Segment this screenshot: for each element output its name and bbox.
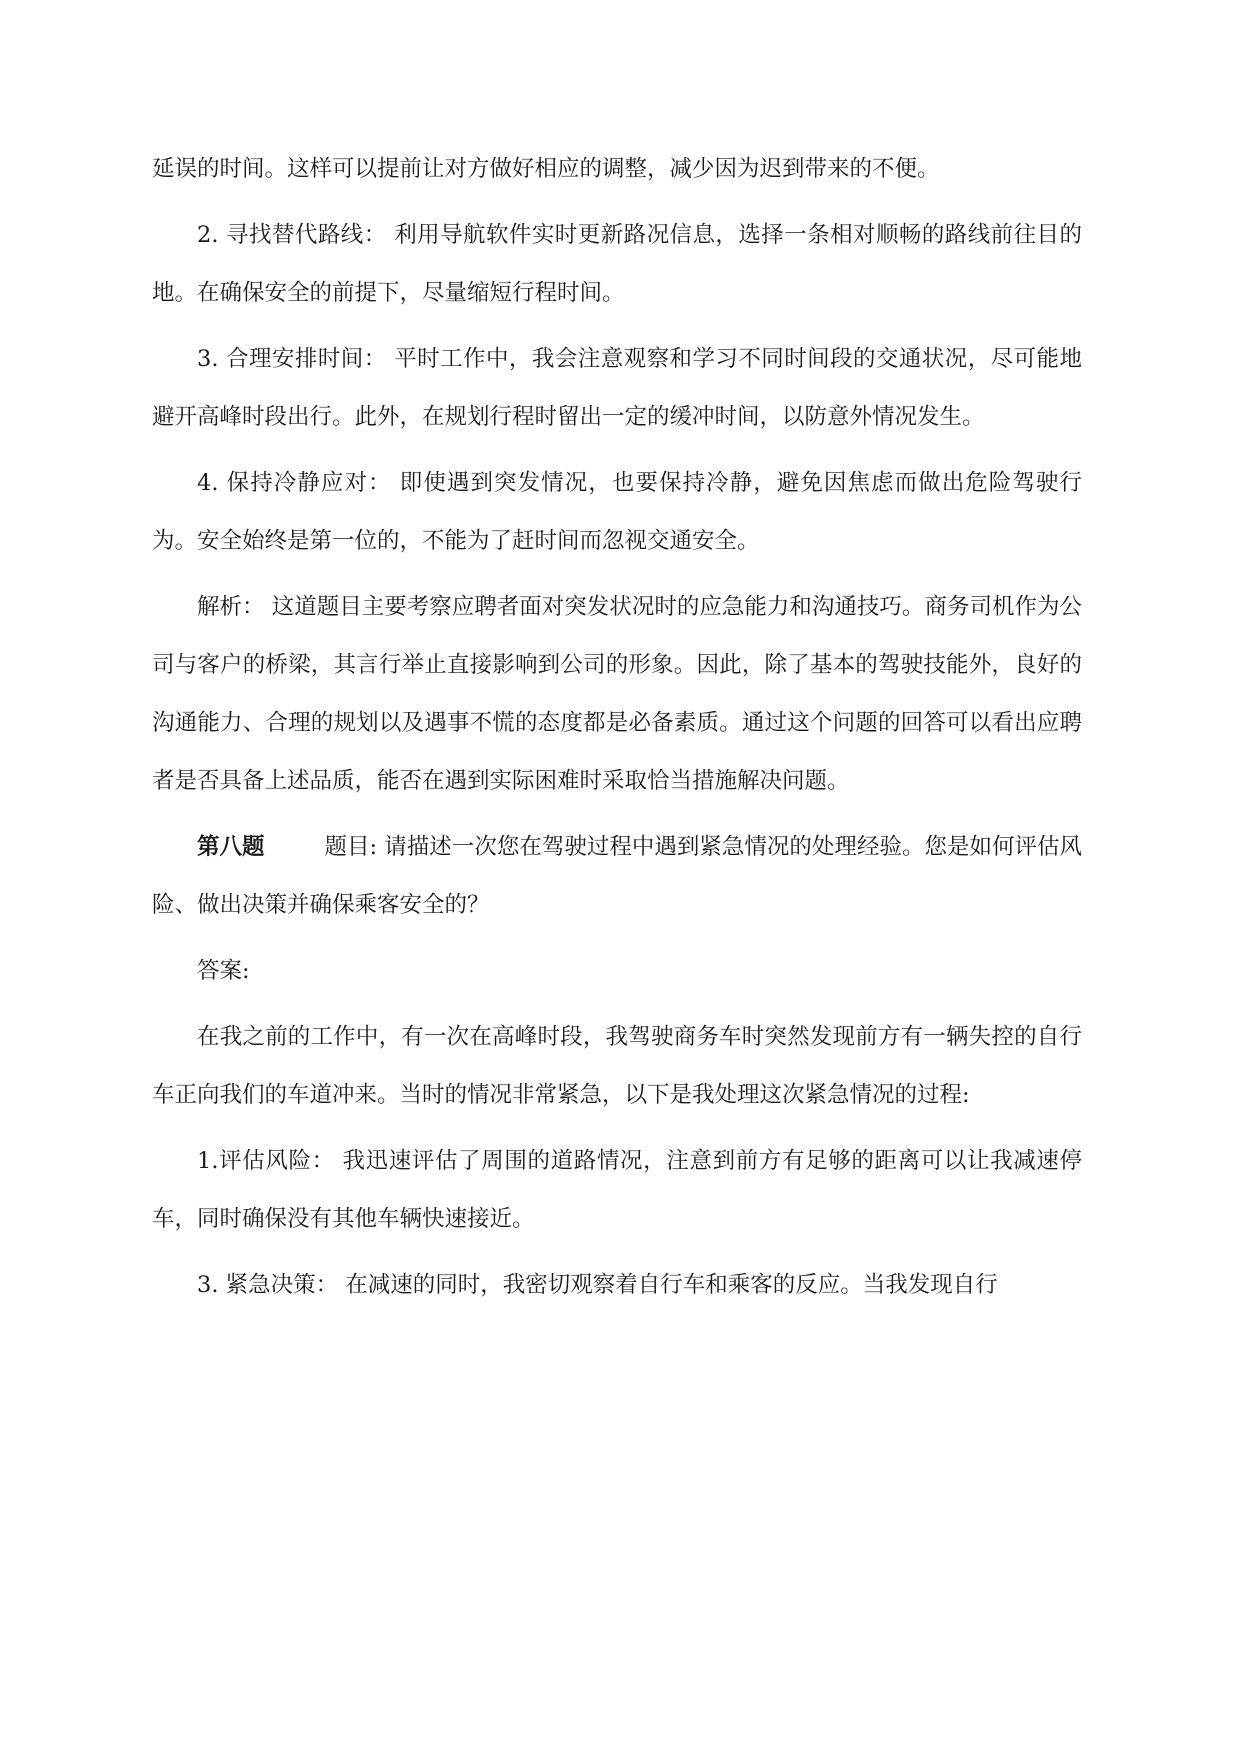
paragraph-stay-calm: 4. 保持冷静应对： 即使遇到突发情况，也要保持冷静，避免因焦虑而做出危险驾驶行为。安全始终是第一位的，不能为了赶时间而忽视交通安全。 [152,470,1082,554]
paragraph-emergency-decision: 3. 紧急决策： 在减速的同时，我密切观察着自行车和乘客的反应。当我发现自行 [197,1272,998,1298]
paragraph-assess-risk: 1.评估风险： 我迅速评估了周围的道路情况，注意到前方有足够的距离可以让我减速停车，同时确保没有其他车辆快速接近。 [152,1148,1082,1232]
paragraph-analysis: 解析： 这道题目主要考察应聘者面对突发状况时的应急能力和沟通技巧。商务司机作为公司与客户的桥梁，其言行举止直接影响到公司的形象。因此，除了基本的驾驶技能外，良好的沟通能力、合理的规划以及遇事不慌的态度都是必备素质。通过这个问题的回答可以看出应聘者是否具备上述品质，能否在遇到实际困难时采取恰当措施解决问题。 [152,594,1082,794]
paragraph-answer-intro: 在我之前的工作中，有一次在高峰时段，我驾驶商务车时突然发现前方有一辆失控的自行车正向我们的车道冲来。当时的情况非常紧急，以下是我处理这次紧急情况的过程: [152,1024,1082,1108]
paragraph-alternative-route: 2. 寻找替代路线： 利用导航软件实时更新路况信息，选择一条相对顺畅的路线前往目的地。在确保安全的前提下，尽量缩短行程时间。 [152,222,1082,306]
document-body [152,140,1082,1322]
paragraph-answer-label: 答案: [197,958,250,984]
paragraph-question-eight [152,818,1082,934]
question-eight-text: 题目: 请描述一次您在驾驶过程中遇到紧急情况的处理经验。您是如何评估风险、做出决策并确保乘客安全的？ [152,834,1082,918]
paragraph-continuation: 延误的时间。这样可以提前让对方做好相应的调整，减少因为迟到带来的不便。 [152,156,940,182]
paragraph-arrange-time: 3. 合理安排时间： 平时工作中，我会注意观察和学习不同时间段的交通状况，尽可能地避开高峰时段出行。此外，在规划行程时留出一定的缓冲时间，以防意外情况发生。 [152,346,1082,430]
question-number-label: 第八题 [197,834,265,860]
